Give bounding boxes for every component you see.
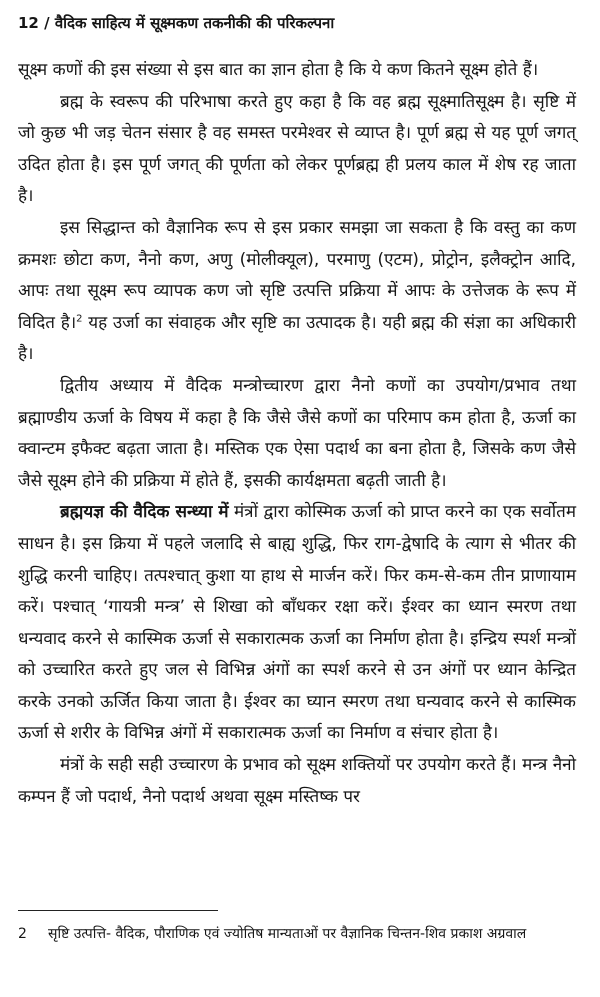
paragraph-text: इस सिद्धान्त को वैज्ञानिक रूप से इस प्रकार समझा जा सकता है कि वस्तु का कण क्रमशः छोटा कण, नैनो कण, अणु (मोलीक्यूल), परमाणु (एटम), प्रोट्रोन, इलैक्ट्रोन आदि, आपः तथा सूक्ष्म रूप व्यापक कण जो सृष्टि उत्पत्ति प्रक्रिया में आपः के उत्तेजक के रूप में विदित है। <box>18 217 576 333</box>
footnote-number: 2 <box>18 926 27 942</box>
paragraph-brahmayagya <box>18 497 576 750</box>
paragraph-lead-bold: ब्रह्मयज्ञ की वैदिक सन्ध्या में <box>60 502 229 523</box>
paragraph-text: मंत्रों द्वारा कोस्मिक ऊर्जा को प्राप्त करने का एक सर्वोतम साधन है। इस क्रिया में पहले जलादि से बाह्य शुद्धि, फिर राग-द्वेषादि के त्याग से भीतर की शुद्धि करनी चाहिए। तत्पश्चात् कुशा या हाथ से मार्जन करें। फिर कम-से-कम तीन प्राणायाम करें। पश्चात् ‘गायत्री मन्त्र’ से शिखा को बाँधकर रक्षा करें। ईश्वर का ध्यान स्मरण तथा धन्यवाद करने से कास्मिक ऊर्जा से सकारात्मक ऊर्जा का निर्माण होता है। इन्द्रिय स्पर्श मन्त्रों को उच्चारित करते हुए जल से विभिन्न अंगों का स्पर्श करने से उन अंगों पर ध्यान केन्द्रित करके उनको ऊर्जित किया जाता है। ईश्वर का घ्यान स्मरण तथा घन्यवाद करने से कास्मिक ऊर्जा से शरीर के विभिन्न अंगों में सकारात्मक ऊर्जा का निर्माण व संचार होता है। <box>18 502 576 744</box>
paragraph-text: यह उर्जा का संवाहक और सृष्टि का उत्पादक है। यही ब्रह्म की संज्ञा का अधिकारी है। <box>18 312 576 365</box>
chapter-title: वैदिक साहित्य में सूक्ष्मकण तकनीकी की परिकल्पना <box>54 14 335 32</box>
paragraph-continued: सूक्ष्म कणों की इस संख्या से इस बात का ज्ञान होता है कि ये कण कितने सूक्ष्म होते हैं। <box>18 60 539 80</box>
running-header <box>18 12 590 34</box>
paragraph-chapter-two: द्वितीय अध्याय में वैदिक मन्त्रोच्चारण द्वारा नैनो कणों का उपयोग/प्रभाव तथा ब्रह्माण्डीय ऊर्जा के विषय में कहा है कि जैसे जैसे कणों का परिमाप कम होता है, ऊर्जा का क्वान्टम इफैक्ट बढ़ता जाता है। मस्तिक एक ऐसा पदार्थ का बना होता है, जिसके कण जैसे जैसे सूक्ष्म होने की प्रक्रिया में होते हैं, इसकी कार्यक्षमता बढ़ती जाती है। <box>18 375 576 491</box>
footnote-text: सृष्टि उत्पत्ति- वैदिक, पौराणिक एवं ज्योतिष मान्यताओं पर वैज्ञानिक चिन्तन-शिव प्रकाश अग्रवाल <box>48 926 527 942</box>
footnote-divider <box>18 910 218 911</box>
header-separator: / <box>44 14 50 32</box>
paragraph-mantra-effect: मंत्रों के सही सही उच्चारण के प्रभाव को सूक्ष्म शक्तियों पर उपयोग करते हैं। मन्त्र नैनो कम्पन हैं जो पदार्थ, नैनो पदार्थ अथवा सूक्ष्म मस्तिष्क पर <box>18 755 576 807</box>
page-number: 12 <box>18 14 39 32</box>
paragraph-scientific-view <box>18 213 576 371</box>
footnote <box>18 922 578 947</box>
body-text <box>18 55 576 813</box>
paragraph-brahm-definition: ब्रह्म के स्वरूप की परिभाषा करते हुए कहा है कि वह ब्रह्म सूक्ष्मातिसूक्ष्म है। सृष्टि में जो कुछ भी जड़ चेतन संसार है वह समस्त परमेश्वर से व्याप्त है। पूर्ण ब्रह्म से यह पूर्ण जगत् उदित होता है। इस पूर्ण जगत् की पूर्णता को लेकर पूर्णब्रह्म ही प्रलय काल में शेष रह जाता है। <box>18 91 576 207</box>
footnote-reference[interactable]: 2 <box>76 313 83 325</box>
